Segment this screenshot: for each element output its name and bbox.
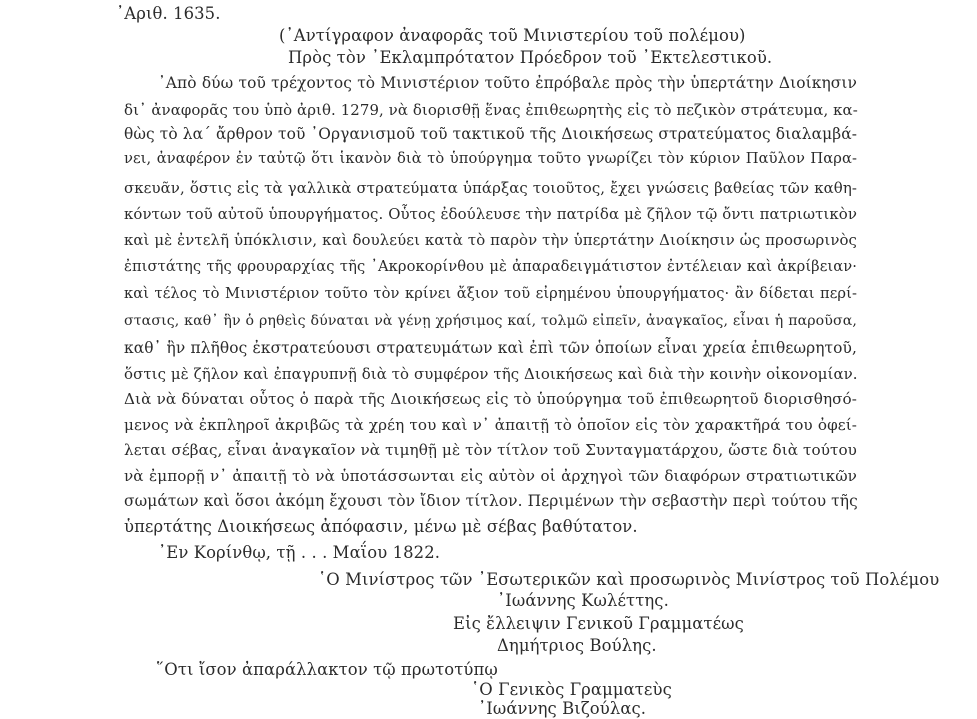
body-line: Διὰ νὰ δύναται οὗτος ὁ παρὰ τῆς Διοικήσεως εἰς τὸ ὑπούργημα τοῦ ἐπιθεωρητοῦ διορισθησό- bbox=[124, 390, 857, 408]
signer-name: ᾿Ιωάννης Βιζούλας. bbox=[478, 699, 647, 718]
body-line: καθ᾿ ἣν πλῆθος ἐκστρατεύουσι στρατευμάτων καὶ ἐπὶ τῶν ὁποίων εἶναι χρεία ἐπιθεωρητοῦ, bbox=[124, 339, 857, 357]
place-date: ᾿Εν Κορίνθῳ, τῇ . . . Μαΐου 1822. bbox=[158, 543, 441, 562]
heading-addressee: Πρὸς τὸν ᾿Εκλαμπρότατον Πρόεδρον τοῦ ᾿Εκτελεστικοῦ. bbox=[288, 48, 773, 67]
body-line: δι᾿ ἀναφορᾶς του ὑπὸ ἀριθ. 1279, νὰ διορισθῇ ἕνας ἐπιθεωρητὴς εἰς τὸ πεζικὸν στράτευμα, κα- bbox=[124, 101, 858, 119]
body-line: σωμάτων καὶ ὅσοι ἀκόμη ἔχουσι τὸν ἴδιον τίτλον. Περιμένων τὴν σεβαστὴν περὶ τούτου τῆς bbox=[124, 492, 858, 510]
body-line: κόντων τοῦ αὐτοῦ ὑπουργήματος. Οὗτος ἐδούλευσε τὴν πατρίδα μὲ ζῆλον τῷ ὄντι πατριωτικὸν bbox=[124, 205, 857, 223]
body-line: νὰ ἐμπορῇ ν᾿ ἀπαιτῇ τὸ νὰ ὑποτάσσωνται εἰς αὐτὸν οἱ ἀρχηγοὶ τῶν διαφόρων στρατιωτικῶν bbox=[124, 467, 857, 485]
signer-title: ῾Ο Γενικὸς Γραμματεὺς bbox=[471, 680, 672, 699]
body-line: ἐπιστάτης τῆς φρουραρχίας τῆς ᾿Ακροκορίνθου μὲ ἀπαραδειγμάτιστον ἐντέλειαν καὶ ἀκρίβειαν· bbox=[124, 258, 857, 275]
heading-copy-note: (᾿Αντίγραφον ἀναφορᾶς τοῦ Μινιστερίου τοῦ πολέμου) bbox=[279, 26, 746, 45]
signer-name: ᾿Ιωάννης Κωλέττης. bbox=[497, 591, 669, 610]
signer-title: Εἰς ἔλλειψιν Γενικοῦ Γραμματέως bbox=[453, 614, 744, 633]
body-line: ὑπερτάτης Διοικήσεως ἀπόφασιν, μένω μὲ σέβας βαθύτατον. bbox=[124, 517, 638, 536]
body-line: νει, ἀναφέρον ἐν ταὐτῷ ὅτι ἱκανὸν διὰ τὸ ὑπούργημα τοῦτο γνωρίζει τὸν κύριον Παῦλον Παρα- bbox=[124, 150, 857, 167]
body-line: σκευᾶν, ὅστις εἰς τὰ γαλλικὰ στρατεύματα ὑπάρξας τοιοῦτος, ἔχει γνώσεις βαθείας τῶν καθη- bbox=[124, 179, 857, 197]
body-line: ᾿Απὸ δύω τοῦ τρέχοντος τὸ Μινιστέριον τοῦτο ἐπρόβαλε πρὸς τὴν ὑπερτάτην Διοίκησιν bbox=[158, 74, 857, 92]
body-line: λεται σέβας, εἶναι ἀναγκαῖον νὰ τιμηθῇ μὲ τὸν τίτλον τοῦ Συνταγματάρχου, ὥστε διὰ τούτου bbox=[124, 441, 857, 459]
attestation-line: ῞Οτι ἴσον ἀπαράλλακτον τῷ πρωτοτύπῳ bbox=[156, 660, 498, 679]
body-line: καὶ τέλος τὸ Μινιστέριον τοῦτο τὸν κρίνει ἄξιον τοῦ εἰρημένου ὑπουργήματος· ἂν δίδεται περί- bbox=[124, 285, 857, 302]
body-line: ὅστις μὲ ζῆλον καὶ ἐπαγρυπνῇ διὰ τὸ συμφέρον τῆς Διοικήσεως καὶ διὰ τὴν κοινὴν οἰκονομίαν. bbox=[124, 365, 858, 383]
body-line: στασις, καθ᾿ ἣν ὁ ρηθεὶς δύναται νὰ γένῃ χρήσιμος καί, τολμῶ εἰπεῖν, ἀναγκαῖος, εἶναι ἡ παροῦσα, bbox=[124, 313, 857, 329]
body-line: θὼς τὸ λα΄ ἄρθρον τοῦ ᾿Οργανισμοῦ τοῦ τακτικοῦ τῆς Διοικήσεως στρατεύματος διαλαμβά- bbox=[124, 125, 857, 143]
signer-title: ῾Ο Μινίστρος τῶν ᾿Εσωτερικῶν καὶ προσωρινὸς Μινίστρος τοῦ Πολέμου bbox=[318, 570, 940, 589]
signer-name: Δημήτριος Βούλης. bbox=[497, 636, 657, 655]
document-number: ᾿Αριθ. 1635. bbox=[116, 4, 221, 23]
body-line: μενος νὰ ἐκπληροῖ ἀκριβῶς τὰ χρέη του καὶ ν᾿ ἀπαιτῇ τὸ ὁποῖον εἰς τὸν χαρακτῆρά του ὀφεί- bbox=[124, 416, 857, 434]
body-line: καὶ μὲ ἐντελῆ ὑπόκλισιν, καὶ δουλεύει κατὰ τὸ παρὸν τὴν ὑπερτάτην Διοίκησιν ὡς προσωρινὸς bbox=[124, 231, 857, 249]
